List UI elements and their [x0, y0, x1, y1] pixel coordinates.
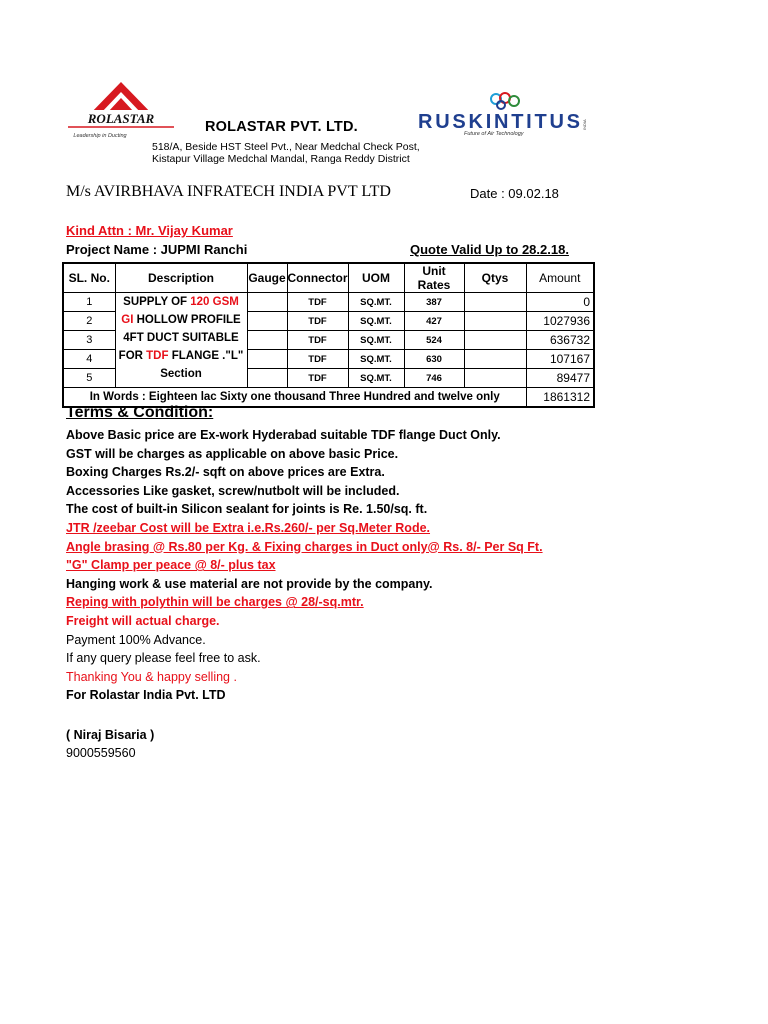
term-item: Reping with polythin will be charges @ 28/-sq.mtr. — [66, 595, 364, 610]
header-description: Description — [115, 263, 247, 293]
ruskin-suffix: INDIA — [582, 119, 587, 130]
row-connector: TDF — [287, 350, 348, 369]
term-item: Above Basic price are Ex-work Hyderabad suitable TDF flange Duct Only. — [66, 428, 501, 442]
term-item: JTR /zeebar Cost will be Extra i.e.Rs.260/- per Sq.Meter Rode. — [66, 520, 431, 535]
project-name: Project Name : JUPMI Ranchi — [66, 242, 248, 257]
term-item: If any query please feel free to ask. — [66, 651, 261, 666]
desc-part-highlight: TDF — [146, 350, 169, 362]
row-unit-rate: 524 — [404, 331, 464, 350]
row-qty — [464, 331, 526, 350]
term-item: Hanging work & use material are not provide by the company. — [66, 576, 433, 591]
address-line-2: Kistapur Village Medchal Mandal, Ranga Reddy District — [152, 153, 410, 165]
signature-block — [66, 726, 154, 762]
row-amount: 0 — [526, 293, 594, 312]
row-uom: SQ.MT. — [348, 293, 404, 312]
amount-in-words: In Words : Eighteen lac Sixty one thousand Three Hundred and twelve only — [63, 388, 526, 408]
row-qty — [464, 293, 526, 312]
desc-part: FLANGE ."L" Section — [160, 350, 244, 380]
desc-part: HOLLOW PROFILE 4FT DUCT SUITABLE FOR — [118, 314, 241, 362]
terms-list — [66, 426, 543, 705]
row-connector: TDF — [287, 293, 348, 312]
row-sl-no: 1 — [63, 293, 115, 312]
ruskintitus-logo — [416, 90, 588, 136]
company-address — [152, 141, 420, 165]
row-unit-rate: 746 — [404, 369, 464, 388]
row-sl-no: 3 — [63, 331, 115, 350]
header-qtys: Qtys — [464, 263, 526, 293]
desc-part-highlight: 120 GSM GI — [121, 296, 239, 326]
ruskin-wordmark: RUSKINTITUS — [418, 111, 580, 133]
signatory-name: ( Niraj Bisaria ) — [66, 728, 155, 742]
quote-table — [62, 262, 595, 408]
row-qty — [464, 369, 526, 388]
row-connector: TDF — [287, 312, 348, 331]
header-amount: Amount — [526, 263, 594, 293]
term-item: Boxing Charges Rs.2/- sqft on above prices are Extra. — [66, 465, 385, 480]
term-item: Payment 100% Advance. — [66, 632, 206, 647]
term-item: GST will be charges as applicable on above basic Price. — [66, 446, 399, 461]
row-gauge — [247, 350, 287, 369]
row-gauge — [247, 312, 287, 331]
row-connector: TDF — [287, 369, 348, 388]
row-uom: SQ.MT. — [348, 350, 404, 369]
term-item: Accessories Like gasket, screw/nutbolt will be included. — [66, 483, 400, 498]
term-item: "G" Clamp per peace @ 8/- plus tax — [66, 558, 276, 573]
table-header-row — [63, 263, 594, 293]
client-name: M/s AVIRBHAVA INFRATECH INDIA PVT LTD — [66, 183, 391, 200]
row-sl-no: 2 — [63, 312, 115, 331]
term-item: For Rolastar India Pvt. LTD — [66, 688, 226, 703]
row-uom: SQ.MT. — [348, 312, 404, 331]
logo-tagline: Leadership in Ducting — [73, 133, 127, 139]
signatory-phone: 9000559560 — [66, 746, 136, 760]
term-item: Freight will actual charge. — [66, 613, 220, 628]
row-unit-rate: 427 — [404, 312, 464, 331]
row-gauge — [247, 369, 287, 388]
kind-attention: Kind Attn : Mr. Vijay Kumar — [66, 223, 233, 238]
row-qty — [464, 350, 526, 369]
header-uom: UOM — [348, 263, 404, 293]
row-gauge — [247, 331, 287, 350]
item-description — [115, 293, 247, 388]
row-amount: 107167 — [526, 350, 594, 369]
row-sl-no: 5 — [63, 369, 115, 388]
address-line-1: 518/A, Beside HST Steel Pvt., Near Medchal Check Post, — [152, 141, 420, 153]
header-gauge: Gauge — [247, 263, 287, 293]
logo-wordmark: ROLASTAR — [87, 111, 155, 126]
ruskin-tagline: Future of Air Technology — [464, 131, 524, 136]
header-sl-no: SL. No. — [63, 263, 115, 293]
header-unit-rates: Unit Rates — [404, 263, 464, 293]
row-unit-rate: 387 — [404, 293, 464, 312]
table-row — [63, 293, 594, 312]
row-unit-rate: 630 — [404, 350, 464, 369]
row-amount: 1027936 — [526, 312, 594, 331]
row-qty — [464, 312, 526, 331]
row-uom: SQ.MT. — [348, 331, 404, 350]
row-gauge — [247, 293, 287, 312]
row-amount: 636732 — [526, 331, 594, 350]
term-item: The cost of built-in Silicon sealant for joints is Re. 1.50/sq. ft. — [66, 502, 428, 517]
rolastar-logo — [64, 80, 178, 146]
term-item: Thanking You & happy selling . — [66, 669, 237, 684]
term-item: Angle brasing @ Rs.80 per Kg. & Fixing charges in Duct only@ Rs. 8/- Per Sq Ft. — [66, 539, 543, 554]
quote-date: Date : 09.02.18 — [470, 186, 559, 201]
row-connector: TDF — [287, 331, 348, 350]
header-connector: Connector — [287, 263, 348, 293]
total-amount: 1861312 — [526, 388, 594, 408]
company-name: ROLASTAR PVT. LTD. — [205, 119, 358, 135]
row-amount: 89477 — [526, 369, 594, 388]
desc-part: SUPPLY OF — [123, 296, 191, 308]
terms-heading: Terms & Condition: — [66, 404, 214, 421]
row-uom: SQ.MT. — [348, 369, 404, 388]
row-sl-no: 4 — [63, 350, 115, 369]
quote-validity: Quote Valid Up to 28.2.18. — [410, 242, 569, 257]
